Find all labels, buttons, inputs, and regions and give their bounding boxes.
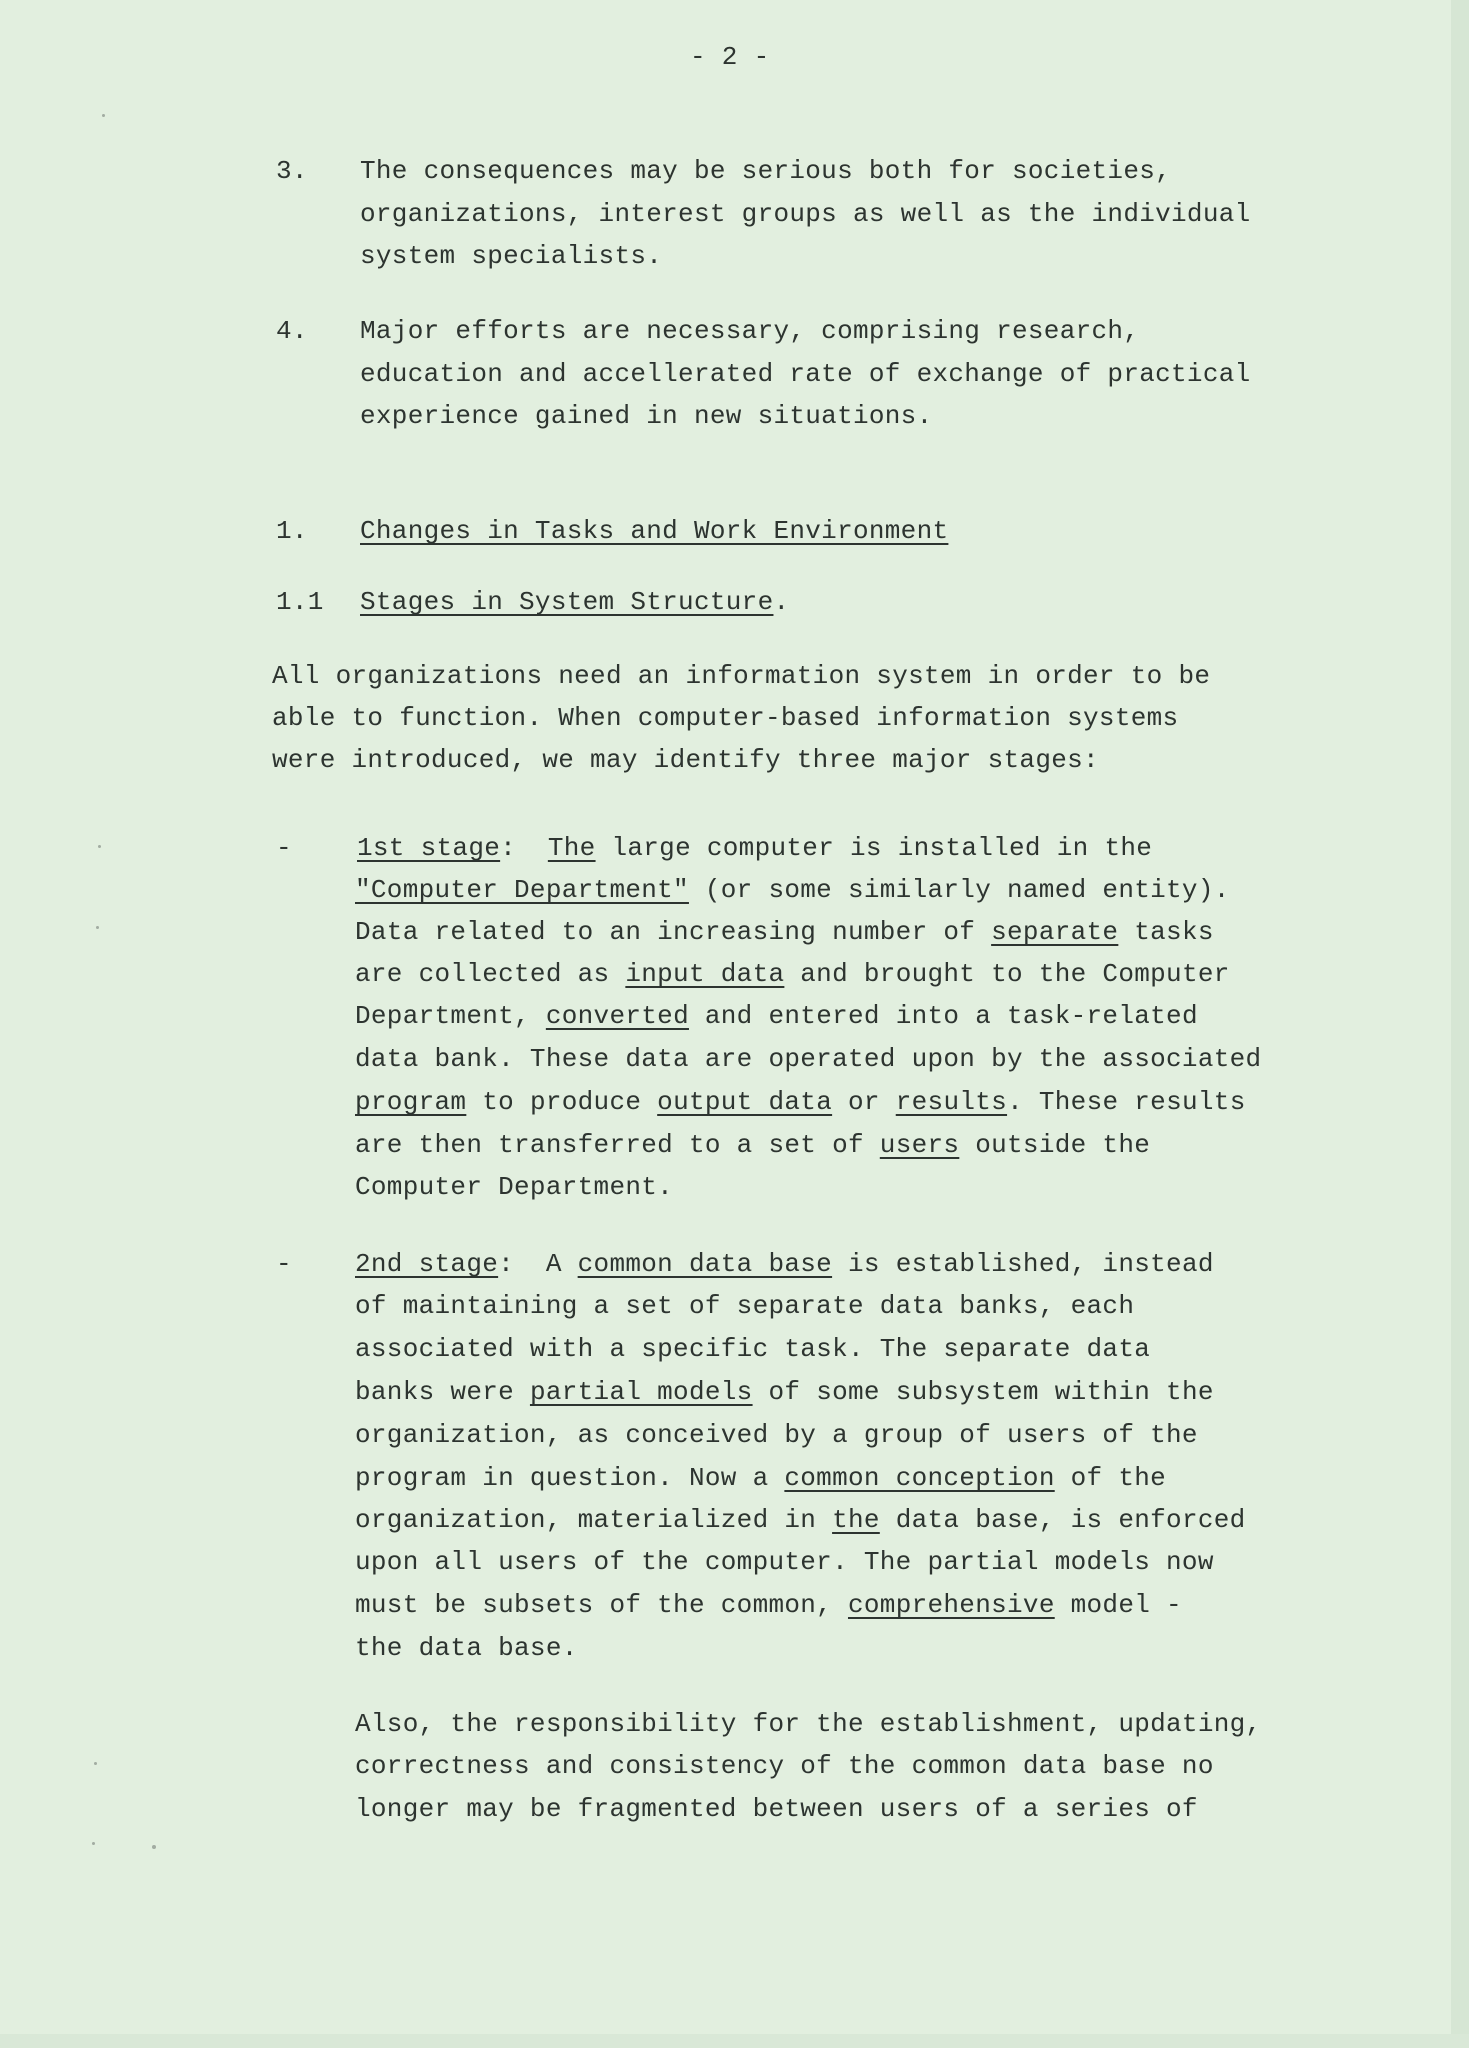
stage-1-term: input data: [625, 959, 785, 989]
stage-1-text: large computer is installed in the: [595, 833, 1153, 863]
stage-1-term: output data: [657, 1087, 833, 1117]
stage-1-term: users: [879, 1130, 960, 1160]
stage-1-label: 1st stage: [357, 833, 501, 863]
item-4-marker: 4.: [276, 316, 308, 346]
stage-1-line: [355, 1089, 1246, 1115]
stage-1-text: and brought to the Computer: [784, 959, 1230, 989]
stage-2-term: partial models: [529, 1377, 753, 1407]
stage-2-dash: -: [276, 1249, 292, 1279]
stage-2-line: the data base.: [355, 1633, 578, 1663]
item-4-line: Major efforts are necessary, comprising research,: [360, 316, 1140, 346]
stage-2-label-suffix: : A: [498, 1249, 578, 1279]
stage-2-text: organization, materialized in: [355, 1505, 833, 1535]
page-number: - 2 -: [690, 42, 770, 72]
section-1-1-number: 1.1: [276, 587, 324, 617]
stage-1-term: program: [355, 1087, 467, 1117]
scan-speck: [98, 845, 101, 848]
item-3-line: The consequences may be serious both for societies,: [360, 156, 1172, 186]
stage-1-dash: -: [276, 833, 292, 863]
stage-2-text: program in question. Now a: [355, 1463, 785, 1493]
paper-edge: [1451, 0, 1469, 2048]
item-4-line: education and accellerated rate of exchange of practical: [360, 359, 1251, 389]
stage-1-line: [357, 835, 1152, 861]
also-line: Also, the responsibility for the establishment, updating,: [355, 1709, 1262, 1739]
stage-1-text: outside the: [959, 1130, 1151, 1160]
stage-2-line: [355, 1592, 1182, 1618]
stage-1-text: are collected as: [355, 959, 626, 989]
stage-1-text: are then transferred to a set of: [355, 1130, 880, 1160]
item-3-line: system specialists.: [360, 241, 663, 271]
stage-1-text: . These results: [1007, 1087, 1246, 1117]
scan-speck: [96, 926, 99, 929]
scan-speck: [102, 114, 105, 117]
stage-1-line: data bank. These data are operated upon by the associated: [355, 1044, 1262, 1074]
item-3-line: organizations, interest groups as well as the individual: [360, 199, 1251, 229]
stage-2-text: data base, is enforced: [879, 1505, 1246, 1535]
section-1-1-heading: [360, 589, 789, 615]
stage-2-term: the: [832, 1505, 880, 1535]
stage-2-line: [355, 1465, 1166, 1491]
stage-1-line: [355, 919, 1214, 945]
stage-1-label-suffix: :: [500, 833, 517, 863]
stage-2-text: must be subsets of the common,: [355, 1590, 848, 1620]
section-1-title: Changes in Tasks and Work Environment: [360, 516, 949, 546]
stage-1-text: Data related to an increasing number of: [355, 917, 992, 947]
intro-line: were introduced, we may identify three major stages:: [272, 745, 1099, 775]
item-3-marker: 3.: [276, 156, 308, 186]
stage-2-line: associated with a specific task. The separate data: [355, 1334, 1151, 1364]
stage-2-text: model -: [1054, 1590, 1182, 1620]
scan-speck: [152, 1845, 156, 1849]
intro-line: able to function. When computer-based information systems: [272, 703, 1179, 733]
stage-2-line: organization, as conceived by a group of users of the: [355, 1420, 1198, 1450]
also-line: correctness and consistency of the common data base no: [355, 1751, 1214, 1781]
stage-1-term: separate: [991, 917, 1119, 947]
stage-2-term: comprehensive: [847, 1590, 1055, 1620]
stage-1-line: [355, 877, 1230, 903]
intro-line: All organizations need an information system in order to be: [272, 661, 1211, 691]
paper-bottom-edge: [0, 2034, 1469, 2048]
stage-1-text: Department,: [355, 1001, 546, 1031]
also-line: longer may be fragmented between users of a series of: [355, 1794, 1198, 1824]
item-4-line: experience gained in new situations.: [360, 401, 933, 431]
stage-2-term: common data base: [577, 1249, 833, 1279]
stage-1-text: tasks: [1118, 917, 1214, 947]
stage-1-term: results: [895, 1087, 1008, 1117]
stage-1-text: and entered into a task-related: [688, 1001, 1198, 1031]
stage-1-line: [355, 1003, 1198, 1029]
stage-2-text: of the: [1054, 1463, 1167, 1493]
stage-2-line: [355, 1379, 1214, 1405]
stage-2-line: [355, 1251, 1214, 1277]
stage-2-label: 2nd stage: [355, 1249, 499, 1279]
section-1-1-title-suffix: .: [773, 587, 790, 617]
stage-1-term: The: [547, 833, 596, 863]
scan-speck: [94, 1762, 97, 1765]
section-1-1-title: Stages in System Structure: [360, 587, 774, 617]
stage-1-line: [355, 961, 1230, 987]
stage-1-line: Computer Department.: [355, 1172, 674, 1202]
scan-speck: [92, 1842, 95, 1845]
stage-2-line: of maintaining a set of separate data banks, each: [355, 1291, 1135, 1321]
stage-2-line: upon all users of the computer. The partial models now: [355, 1547, 1214, 1577]
stage-1-text: to produce: [466, 1087, 658, 1117]
stage-2-text: of some subsystem within the: [752, 1377, 1214, 1407]
stage-1-term: "Computer Department": [355, 875, 689, 905]
stage-1-text: (or some similarly named entity).: [688, 875, 1230, 905]
stage-1-term: converted: [545, 1001, 689, 1031]
section-1-number: 1.: [276, 516, 308, 546]
stage-1-text: or: [832, 1087, 896, 1117]
stage-1-line: [355, 1132, 1150, 1158]
stage-2-term: common conception: [784, 1463, 1055, 1493]
stage-2-text: is established, instead: [832, 1249, 1214, 1279]
stage-2-line: [355, 1507, 1246, 1533]
stage-2-text: banks were: [355, 1377, 530, 1407]
